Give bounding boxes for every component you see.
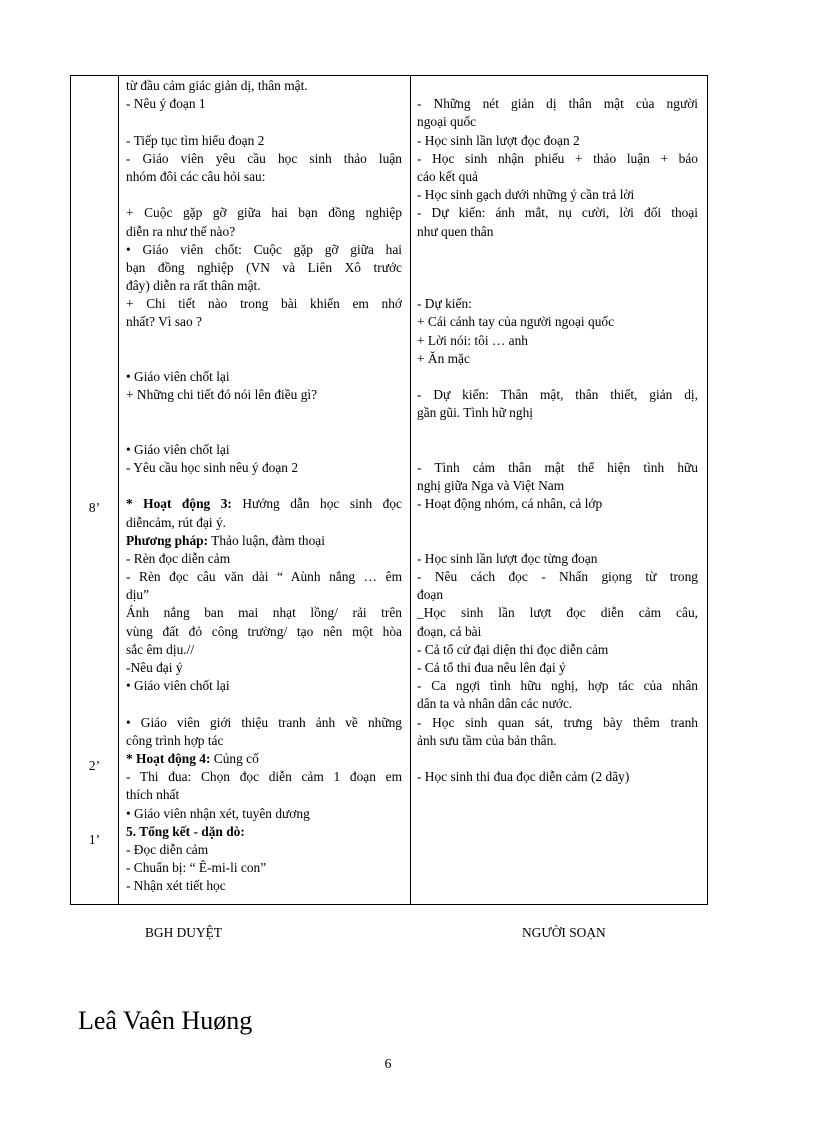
student-line: - Học sinh gạch dưới những ý cần trả lời	[417, 187, 635, 203]
teacher-line	[126, 423, 402, 441]
teacher-line: - Chuẩn bị: “ Ê-mi-li con”	[126, 860, 267, 876]
student-line: + Cái cánh tay của người ngoại quốc	[417, 314, 615, 330]
teacher-line: + Cuộc gặp gỡ giữa hai bạn đồng nghiệp	[126, 205, 402, 221]
student-line: đoạn	[417, 587, 444, 603]
student-line: gần gũi. Tình hữ nghị	[417, 405, 533, 421]
student-line: _Học sinh lần lượt đọc diễn cảm câu,	[417, 605, 698, 621]
author-name: Leâ Vaên Huøng	[78, 1006, 253, 1035]
teacher-line: - Nhận xét tiết học	[126, 878, 226, 894]
teacher-line: dịu”	[126, 587, 150, 603]
teacher-line: diễn ra như thế nào?	[126, 223, 236, 239]
teacher-line: + Những chi tiết đó nói lên điều gì?	[126, 387, 318, 403]
student-line: - Học sinh lần lượt đọc từng đoạn	[417, 550, 598, 566]
column-divider-middle	[410, 76, 411, 904]
student-line	[417, 423, 698, 441]
student-line: - Học sinh thi đua đọc diễn cảm (2 dãy)	[417, 769, 630, 785]
teacher-line: nhóm đôi các câu hỏi sau:	[126, 168, 266, 184]
student-line: - Học sinh quan sát, trưng bày thêm tranh	[417, 714, 698, 730]
student-line	[417, 368, 698, 386]
column-divider-time	[118, 76, 119, 904]
student-line: - Dự kiến: ánh mắt, nụ cười, lời đối thoại	[417, 205, 698, 221]
lesson-table	[70, 75, 708, 905]
signature-author-label: NGƯỜI SOẠN	[522, 925, 606, 940]
teacher-line: - Thi đua: Chọn đọc diễn cảm 1 đoạn em	[126, 769, 402, 785]
student-line: ảnh sưu tầm của bản thân.	[417, 732, 557, 748]
page-number: 6	[384, 1057, 392, 1072]
teacher-line	[126, 477, 402, 495]
teacher-line: thích nhất	[126, 787, 180, 803]
teacher-line: • Giáo viên chốt: Cuộc gặp gỡ giữa hai	[126, 241, 402, 257]
teacher-line: từ đầu cảm giác giản dị, thân mật.	[126, 78, 308, 93]
teacher-line: - Rèn đọc câu văn dài “ Aùnh nắng … êm	[126, 569, 402, 585]
student-line: - Nêu cách đọc - Nhấn giọng từ trong	[417, 569, 698, 585]
teacher-line	[126, 532, 402, 550]
teacher-line	[126, 750, 402, 768]
teacher-line	[126, 404, 402, 422]
student-activities-column	[417, 77, 698, 786]
teacher-line: • Giáo viên giới thiệu tranh ảnh về những	[126, 714, 402, 730]
student-line: - Cả tổ cử đại diện thi đọc diễn cảm	[417, 641, 609, 657]
teacher-line: vùng đất đỏ công trường/ tạo nên một hòa	[126, 623, 402, 639]
teacher-line: • Giáo viên chốt lại	[126, 369, 230, 384]
teacher-line: - Tiếp tục tìm hiểu đoạn 2	[126, 132, 265, 148]
teacher-line: - Yêu cầu học sinh nêu ý đoạn 2	[126, 459, 299, 475]
student-line	[417, 532, 698, 550]
teacher-line: nhất? Vì sao ?	[126, 314, 202, 330]
teacher-heading: * Hoạt động 4:	[126, 750, 211, 766]
teacher-line	[126, 350, 402, 368]
student-line: - Dự kiến: Thân mật, thân thiết, giản dị,	[417, 387, 698, 403]
teacher-heading-text: Củng cố	[210, 750, 259, 766]
teacher-line	[126, 332, 402, 350]
teacher-line	[126, 113, 402, 131]
student-line: - Học sinh lần lượt đọc đoạn 2	[417, 132, 580, 148]
teacher-line: Ánh nắng ban mai nhạt lồng/ rải trên	[126, 605, 402, 621]
teacher-line: sắc êm dịu.//	[126, 641, 195, 657]
teacher-heading: 5. Tổng kết - dặn dò:	[126, 823, 245, 839]
student-line: cáo kết quả	[417, 168, 478, 184]
student-line	[417, 277, 698, 295]
teacher-heading-text: Thảo luận, đàm thoại	[208, 532, 325, 548]
teacher-line: • Giáo viên nhận xét, tuyên dương	[126, 805, 310, 821]
teacher-line: - Giáo viên yêu cầu học sinh thảo luận	[126, 150, 402, 166]
student-line: + Lời nói: tôi … anh	[417, 332, 528, 348]
teacher-line: - Nêu ý đoạn 1	[126, 96, 206, 112]
student-line: nghị giữa Nga và Việt Nam	[417, 478, 565, 494]
teacher-line	[126, 186, 402, 204]
student-line	[417, 259, 698, 277]
teacher-line: bạn đồng nghiệp (VN và Liên Xô trước	[126, 259, 402, 275]
student-line: - Hoạt động nhóm, cá nhân, cả lớp	[417, 496, 603, 512]
teacher-activities-column	[126, 77, 402, 895]
student-line	[417, 241, 698, 259]
teacher-line: + Chi tiết nào trong bài khiến em nhớ	[126, 296, 402, 312]
student-line: - Dự kiến:	[417, 296, 472, 312]
teacher-line: -Nêu đại ý	[126, 660, 183, 675]
student-line: đoạn, cả bài	[417, 623, 482, 639]
time-activity-3: 8’	[88, 500, 101, 515]
teacher-line: đây) diễn ra rất thân mật.	[126, 278, 261, 294]
teacher-line	[126, 695, 402, 713]
student-line: dân ta và nhân dân các nước.	[417, 696, 573, 712]
teacher-line: - Đọc diễn cảm	[126, 841, 209, 857]
teacher-heading-text: Hướng dẫn học sinh đọc	[231, 496, 402, 512]
teacher-heading: Phương pháp:	[126, 532, 209, 548]
time-summary: 1’	[88, 832, 101, 847]
time-activity-4: 2’	[88, 758, 101, 773]
teacher-line: diễncảm, rút đại ý.	[126, 514, 227, 530]
student-line: như quen thân	[417, 223, 494, 239]
student-line: + Ăn mặc	[417, 350, 470, 366]
student-line: ngoại quốc	[417, 114, 477, 130]
teacher-line: • Giáo viên chốt lại	[126, 441, 230, 457]
student-line	[417, 441, 698, 459]
student-line	[417, 514, 698, 532]
student-line: - Ca ngợi tình hữu nghị, hợp tác của nhân	[417, 678, 698, 694]
student-line: - Cả tổ thi đua nêu lên đại ý	[417, 660, 566, 675]
teacher-line: công trình hợp tác	[126, 732, 224, 748]
student-line: - Những nét giản dị thân mật của người	[417, 96, 698, 112]
student-line	[417, 750, 698, 768]
student-line: - Học sinh nhận phiếu + thảo luận + báo	[417, 150, 698, 166]
teacher-line	[126, 495, 402, 513]
teacher-line: • Giáo viên chốt lại	[126, 678, 230, 694]
teacher-line: - Rèn đọc diễn cảm	[126, 550, 231, 566]
student-line: - Tình cảm thân mật thể hiện tình hữu	[417, 459, 698, 475]
teacher-heading: * Hoạt động 3:	[126, 496, 232, 512]
teacher-line	[126, 823, 402, 841]
student-line	[417, 77, 698, 95]
signature-approval-label: BGH DUYỆT	[145, 925, 222, 940]
